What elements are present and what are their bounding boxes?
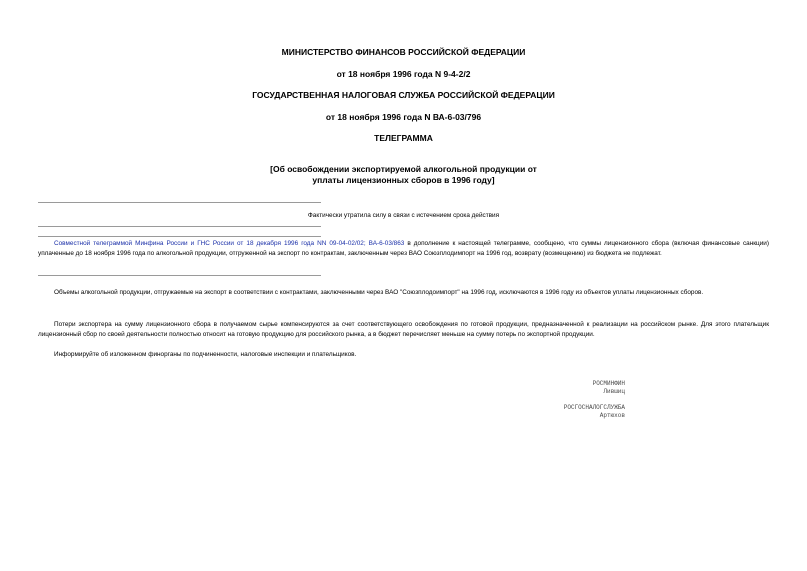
- signature-name: Лившиц: [603, 388, 625, 395]
- ministry-date: от 18 ноября 1996 года N 9-4-2/2: [336, 69, 471, 79]
- document-title-line1: [Об освобождении экспортируемой алкогольной продукции от: [270, 164, 537, 174]
- paragraph-export-volumes: Объемы алкогольной продукции, отгружаемые на экспорт в соответствии с контрактами, заключенными через ВАО "Союзплодоимпорт" на 1996 год, исключаются в 1996 году из объектов уплаты лицензионных сборов.: [54, 289, 704, 296]
- signature-org: РОСМИНФИН: [592, 380, 625, 387]
- signature-block-tax-service: [564, 404, 625, 420]
- paragraph-compensation: Потери экспортера на сумму лицензионного сбора в получаемом сырье компенсируются за счет соответствующего освобождения по готовой продукции, предназначенной к реализации на российском рынке. Для этого плательщик лицензионный сбор по своей деятельности полностью относит на готовую продукцию для российского рынка, а в бюджет перечисляет меньше на сумму потерь по экспортной продукции.: [38, 321, 769, 338]
- divider: [38, 202, 321, 203]
- ministry-heading: МИНИСТЕРСТВО ФИНАНСОВ РОССИЙСКОЙ ФЕДЕРАЦИИ: [281, 47, 526, 57]
- related-telegram-link[interactable]: Совместной телеграммой Минфина России и ГНС России от 18 декабря 1996 года NN 09-04-02/02; ВА-6-03/863: [54, 240, 405, 247]
- tax-service-heading: ГОСУДАРСТВЕННАЯ НАЛОГОВАЯ СЛУЖБА РОССИЙСКОЙ ФЕДЕРАЦИИ: [252, 90, 555, 100]
- paragraph-amendment-text: в дополнение к настоящей телеграмме, сообщено, что суммы лицензионного сбора (включая финансовые санкции) уплаченные до 18 ноября 1996 года по алкогольной продукции, отгруженной на экспорт по контрактам, заключенным через ВАО Союзплодимпорт на 1996 год, возврату (возмещению) из бюджета не подлежат.: [38, 240, 769, 257]
- paragraph-amendment: [38, 239, 769, 258]
- tax-service-date: от 18 ноября 1996 года N ВА-6-03/796: [325, 112, 482, 122]
- signature-org: РОСГОСНАЛОГСЛУЖБА: [563, 404, 625, 411]
- status-note: Фактически утратила силу в связи с истечением срока действия: [307, 212, 500, 219]
- document-title-line2: уплаты лицензионных сборов в 1996 году]: [312, 175, 495, 185]
- paragraph-inform: Информируйте об изложенном финорганы по подчиненности, налоговые инспекции и плательщиков.: [54, 351, 357, 358]
- divider: [38, 236, 321, 237]
- document-type: ТЕЛЕГРАММА: [374, 133, 433, 143]
- signature-block-minfin: [593, 380, 625, 396]
- divider: [38, 275, 321, 276]
- signature-name: Артюхов: [599, 412, 625, 419]
- divider: [38, 226, 321, 227]
